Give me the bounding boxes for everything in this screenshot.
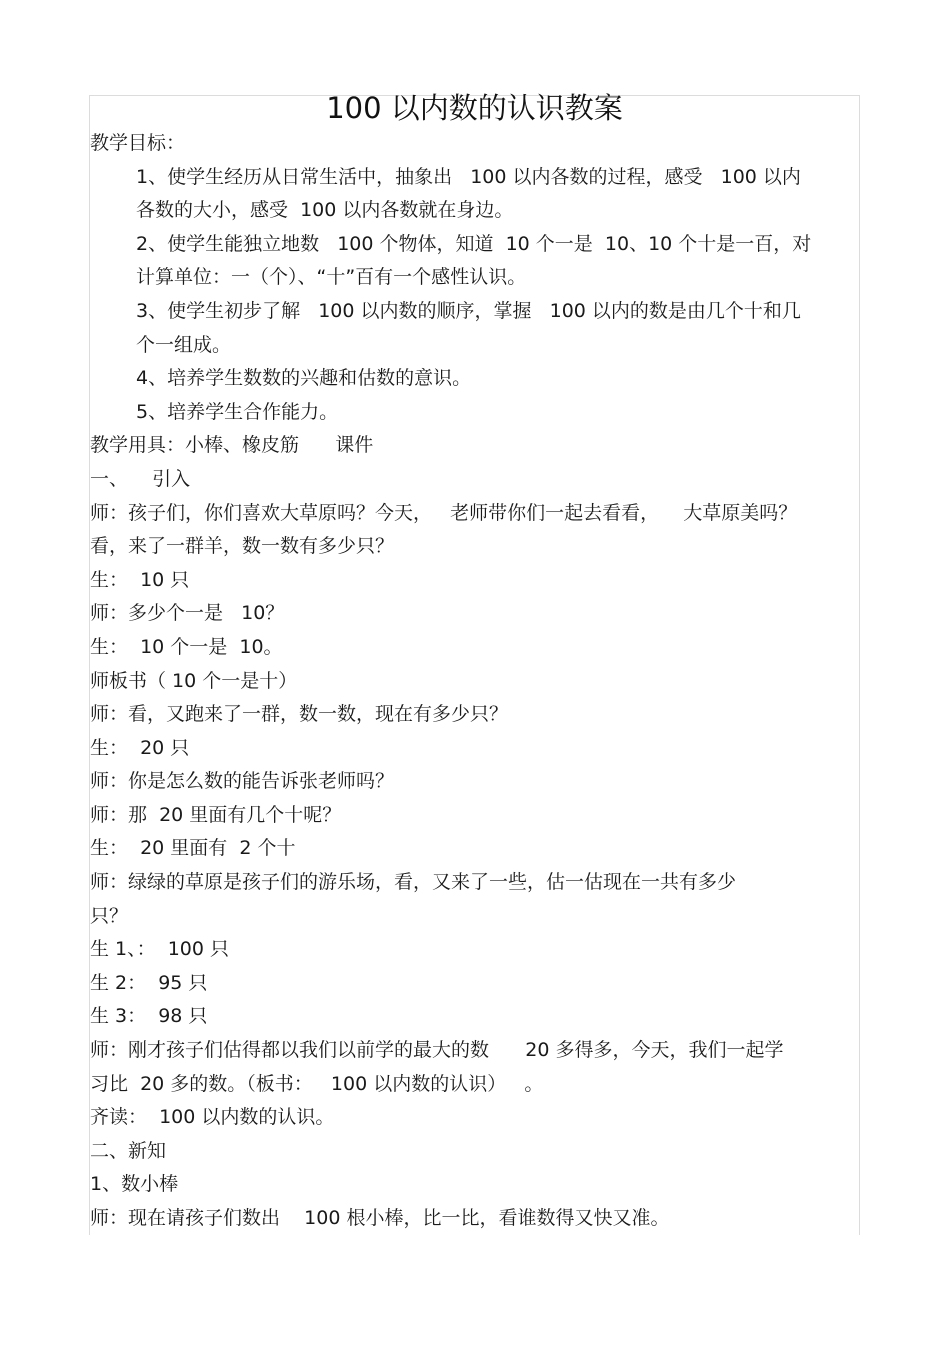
text-line: 5、培养学生合作能力。 — [136, 400, 339, 423]
text-line: 1、使学生经历从日常生活中，抽象出 100 以内各数的过程，感受 100 以内 — [136, 165, 801, 188]
text-line: 计算单位：一（个）、“十”百有一个感性认识。 — [136, 266, 527, 289]
text-line: 二、新知 — [90, 1139, 167, 1162]
text-line: 生 3： 98 只 — [90, 1005, 208, 1028]
text-line: 教学目标： — [90, 132, 186, 154]
text-line: 生： 20 里面有 2 个十 — [90, 837, 296, 860]
document-title: 100 以内数的认识教案 — [326, 91, 623, 125]
text-line: 个一组成。 — [136, 333, 232, 356]
text-line: 师：孩子们，你们喜欢大草原吗？今天， 老师带你们一起去看看， 大草原美吗？ — [90, 501, 798, 524]
text-line: 看，来了一群羊，数一数有多少只？ — [90, 535, 395, 558]
text-line: 生： 10 只 — [90, 568, 190, 591]
text-line: 一、 引入 — [90, 467, 191, 490]
text-line: 3、使学生初步了解 100 以内数的顺序，掌握 100 以内的数是由几个十和几 — [136, 299, 801, 322]
text-line: 师：刚才孩子们估得都以我们以前学的最大的数 20 多得多，今天，我们一起学 — [90, 1039, 784, 1062]
text-line: 生 1、： 100 只 — [90, 938, 230, 961]
text-line: 2、使学生能独立地数 100 个物体，知道 10 个一是 10、10 个十是一百，对 — [136, 232, 812, 255]
document-body — [90, 127, 860, 1236]
text-line: 师板书（ 10 个一是十） — [90, 669, 298, 692]
text-line: 4、培养学生数数的兴趣和估数的意识。 — [136, 367, 472, 390]
text-line: 师：看，又跑来了一群，数一数，现在有多少只？ — [90, 703, 509, 726]
text-line: 师：你是怎么数的能告诉张老师吗？ — [90, 770, 395, 793]
text-line: 教学用具：小棒、橡皮筋 课件 — [90, 434, 374, 457]
text-line: 各数的大小，感受 100 以内各数就在身边。 — [136, 199, 514, 222]
text-line: 师：绿绿的草原是孩子们的游乐场，看，又来了一些，估一估现在一共有多少 — [90, 871, 737, 894]
text-line: 齐读： 100 以内数的认识。 — [90, 1106, 335, 1129]
text-line: 生： 10 个一是 10。 — [90, 635, 283, 658]
text-line: 1、数小棒 — [90, 1173, 179, 1196]
text-line: 师：那 20 里面有几个十呢？ — [90, 803, 342, 826]
text-line: 生： 20 只 — [90, 736, 190, 759]
text-line: 只？ — [90, 904, 129, 927]
text-line: 习比 20 多的数。（板书： 100 以内数的认识） 。 — [90, 1072, 544, 1095]
text-line: 师：多少个一是 10？ — [90, 602, 285, 625]
text-line: 师：现在请孩子们数出 100 根小棒，比一比，看谁数得又快又准。 — [90, 1207, 670, 1229]
text-line: 生 2： 95 只 — [90, 971, 208, 994]
